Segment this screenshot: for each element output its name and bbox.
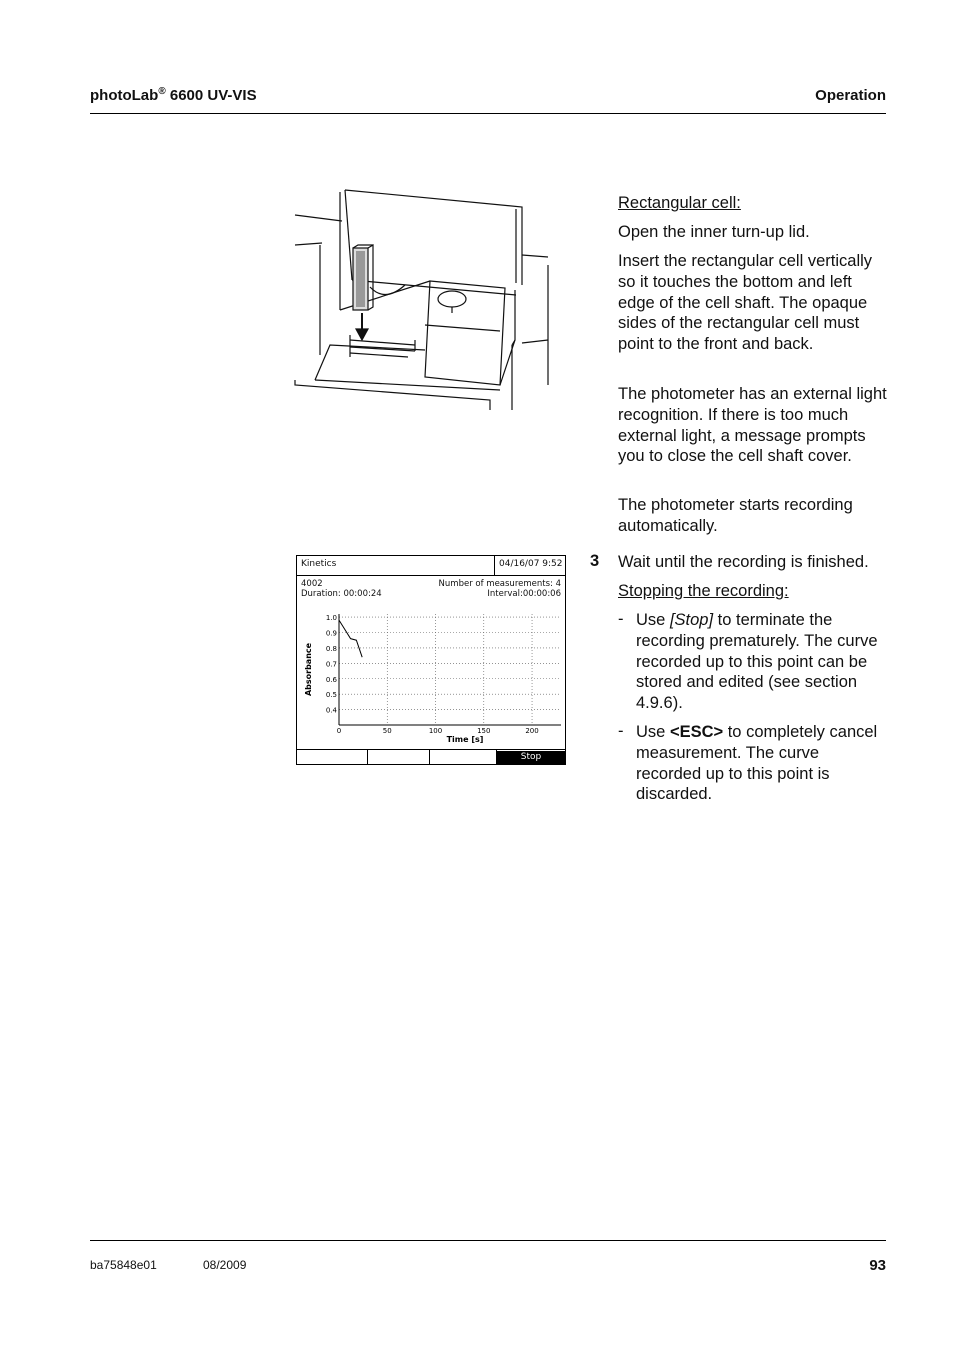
x-tick-label: 0: [336, 727, 342, 735]
x-tick-label: 150: [477, 727, 491, 735]
sample-id: 4002: [301, 579, 323, 589]
screen-divider: [297, 575, 565, 576]
softkey-1[interactable]: [297, 750, 368, 765]
x-tick-label: 200: [525, 727, 539, 735]
cell-insertion-illustration: [290, 185, 555, 413]
footer-rule: [90, 1240, 886, 1241]
x-tick-label: 100: [428, 727, 443, 735]
y-tick-label: 0.7: [325, 660, 337, 669]
screen-title: Kinetics: [301, 559, 337, 569]
screen-date: 04/16/07 9:52: [499, 559, 563, 569]
external-light-paragraph: The photometer has an external light recognition. If there is too much external light, a message prompts you to close the cell shaft cover.: [618, 385, 887, 466]
y-axis-label: Absorbance: [304, 642, 313, 697]
header-rule: [90, 113, 886, 114]
product-name: photoLab: [90, 87, 159, 104]
recording-start-paragraph: The photometer starts recording automatically.: [618, 496, 853, 535]
stop-key-ref: [Stop]: [669, 611, 714, 629]
y-tick-label: 0.9: [325, 629, 337, 638]
open-lid-paragraph: Open the inner turn-up lid.: [618, 223, 810, 241]
rectangular-cell-heading: Rectangular cell:: [618, 194, 741, 212]
step-number: 3: [590, 552, 600, 570]
duration-readout: Duration: 00:00:24: [301, 589, 382, 599]
model-name: 6600 UV-VIS: [165, 87, 257, 104]
x-tick-label: 50: [382, 727, 392, 735]
y-tick-label: 0.8: [325, 644, 337, 653]
bullet-dash: -: [618, 610, 624, 628]
softkey-3[interactable]: [430, 750, 497, 765]
y-tick-label: 1.0: [325, 614, 337, 623]
page-number: 93: [869, 1257, 886, 1274]
series-line: [339, 620, 362, 657]
document-date: 08/2009: [203, 1258, 247, 1272]
section-title: Operation: [815, 87, 886, 104]
y-tick-label: 0.5: [325, 691, 337, 700]
screen-date-box: [494, 556, 567, 575]
bullet-dash: -: [618, 722, 624, 740]
header-title: [90, 86, 257, 104]
y-tick-label: 0.4: [325, 706, 337, 715]
stop-bullet: Use [Stop] to terminate the recording prematurely. The curve recorded up to this point can be stored and edited (see section 4.9.6).: [636, 611, 878, 713]
kinetics-chart: [297, 602, 565, 747]
document-id: ba75848e01: [90, 1258, 157, 1272]
stopping-heading: Stopping the recording:: [618, 582, 789, 600]
esc-key-ref: <ESC>: [669, 723, 724, 741]
x-axis-label: Time [s]: [446, 735, 484, 744]
stop-softkey[interactable]: Stop: [497, 751, 565, 764]
registered-mark: ®: [158, 86, 166, 97]
softkey-2[interactable]: [368, 750, 430, 765]
kinetics-screen: [296, 555, 566, 765]
y-tick-label: 0.6: [325, 675, 337, 684]
step-text: Wait until the recording is finished.: [618, 553, 869, 571]
esc-bullet: Use <ESC> to completely cancel measurement. The curve recorded up to this point is discarded.: [636, 723, 878, 804]
measurement-count: Number of measurements: 4: [438, 579, 561, 589]
interval-readout: Interval:00:00:06: [487, 589, 561, 599]
insert-cell-paragraph: Insert the rectangular cell vertically so it touches the bottom and left edge of the cell shaft. The opaque sides of the rectangular cell must point to the front and back.: [618, 252, 873, 354]
